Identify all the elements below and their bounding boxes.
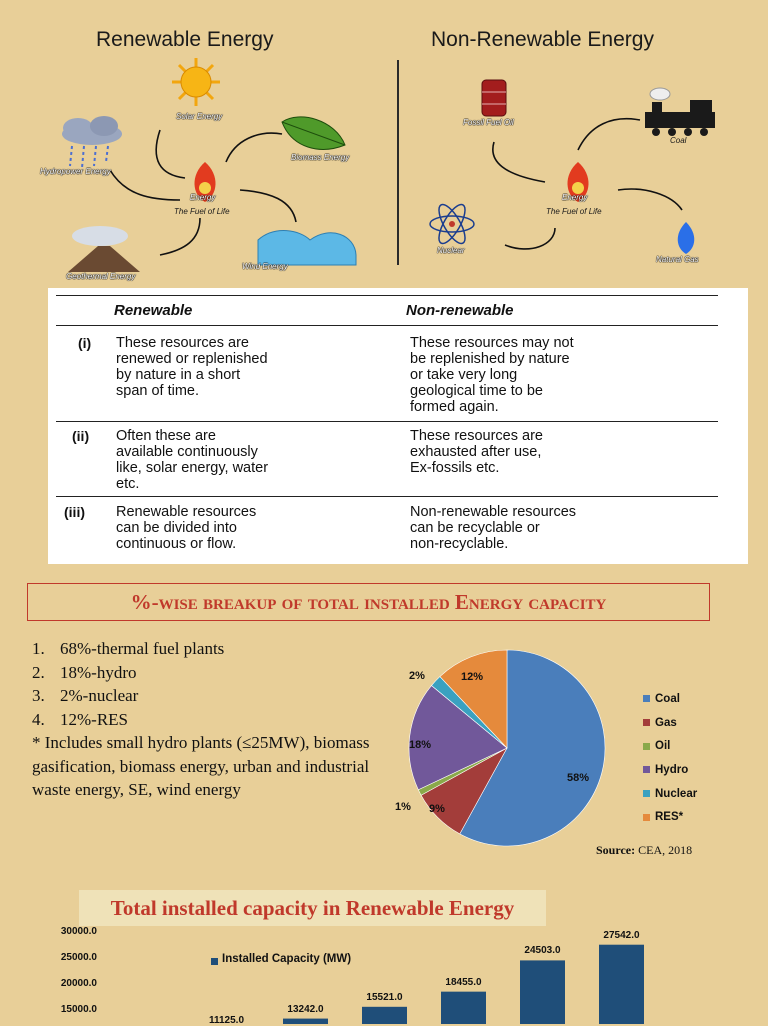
- train-icon: [645, 88, 715, 136]
- bar: [362, 1007, 407, 1024]
- legend-item: [643, 734, 697, 758]
- volcano-icon: [68, 226, 140, 272]
- pie-data-label: 1%: [395, 801, 411, 813]
- solar-energy-label: Solar Energy: [176, 112, 223, 121]
- bar: [599, 945, 644, 1024]
- renewable-cell: Renewable resources can be divided into continuous or flow.: [116, 504, 257, 552]
- energy-label: Energy: [190, 193, 216, 202]
- list-item: 4. 12%-RES: [32, 709, 128, 729]
- nonrenewable-cell: These resources may not be replenished by nature or take very long geological time to be formed again.: [410, 335, 574, 415]
- sun-icon: [172, 58, 220, 106]
- pie-data-label: 18%: [409, 739, 432, 751]
- nonrenewable-cell: These resources are exhausted after use, Ex-fossils etc.: [410, 428, 543, 476]
- pie-data-label: 12%: [461, 671, 484, 683]
- rain-cloud-icon: [62, 116, 122, 168]
- y-tick-label: 20000.0: [60, 977, 97, 989]
- legend-item: [643, 711, 697, 735]
- row-number: (i): [78, 335, 92, 351]
- bar: [441, 992, 486, 1024]
- list-item: 1. 68%-thermal fuel plants: [32, 639, 225, 658]
- bar: [283, 1019, 328, 1024]
- nonrenewable-energy-title: Non-Renewable Energy: [431, 28, 654, 51]
- list-item: 3. 2%-nuclear: [32, 686, 139, 705]
- row-number: (iii): [64, 504, 85, 520]
- y-tick-label: 30000.0: [60, 926, 97, 937]
- bar-legend-label: Installed Capacity (MW): [222, 953, 352, 965]
- nonrenewable-cell: Non-renewable resources can be recyclable or non-recyclable.: [410, 504, 577, 552]
- renewable-cell: Often these are available continuously like, solar energy, water etc.: [116, 428, 269, 492]
- bar: [520, 960, 565, 1024]
- legend-label: Coal: [655, 692, 680, 705]
- pie-data-label: 58%: [567, 772, 590, 784]
- fuel-of-life-label: The Fuel of Life: [174, 207, 230, 216]
- fuel-of-life-label: The Fuel of Life: [546, 207, 602, 216]
- bar-value-label: 18455.0: [445, 976, 482, 988]
- wind-energy-label: Wind Energy: [242, 262, 288, 271]
- breakup-list: [32, 637, 372, 731]
- row-number: (ii): [72, 428, 90, 444]
- legend-label: Hydro: [655, 763, 689, 776]
- bar-value-label: 27542.0: [603, 929, 640, 941]
- legend-swatch: [643, 719, 650, 726]
- fossil-fuel-label: Fossil Fuel Oil: [463, 118, 514, 127]
- hydropower-energy-label: Hydropower Energy: [40, 167, 111, 176]
- y-tick-label: 15000.0: [60, 1003, 97, 1015]
- legend-item: [643, 805, 697, 829]
- biomass-energy-label: Biomass Energy: [291, 153, 350, 162]
- energy-label: Energy: [562, 193, 588, 202]
- legend-swatch: [643, 695, 650, 702]
- legend-label: Oil: [655, 740, 671, 753]
- legend-swatch: [643, 743, 650, 750]
- bar-value-label: 13242.0: [287, 1003, 324, 1015]
- legend-item: [643, 758, 697, 782]
- legend-swatch: [643, 814, 650, 821]
- gas-flame-icon: [678, 222, 695, 254]
- y-tick-label: 25000.0: [60, 951, 97, 963]
- renewable-energy-title: Renewable Energy: [96, 28, 274, 51]
- comparison-table: [48, 288, 748, 564]
- pie-data-label: 2%: [409, 670, 425, 682]
- legend-label: Gas: [655, 716, 677, 729]
- table-header-renewable: Renewable: [114, 302, 193, 319]
- geothermal-energy-label: Geothermal Energy: [66, 272, 136, 281]
- oil-barrel-icon: [482, 80, 506, 116]
- legend-label: RES*: [655, 811, 684, 824]
- footnote: * Includes small hydro plants (≤25MW), biomass gasification, biomass energy, urban and industrial waste energy, SE, wind energy: [32, 733, 370, 799]
- atom-icon: [430, 201, 474, 247]
- legend-swatch: [643, 766, 650, 773]
- nuclear-label: Nuclear: [437, 246, 465, 255]
- legend-label: Nuclear: [655, 787, 698, 800]
- legend-item: [643, 782, 697, 806]
- bar-legend-swatch: [211, 958, 218, 965]
- coal-label: Coal: [670, 136, 687, 145]
- bar-chart-title: Total installed capacity in Renewable Energy: [110, 896, 515, 920]
- section-heading: %-wise breakup of total installed Energy capacity: [130, 590, 607, 614]
- wave-icon: [258, 231, 356, 265]
- source-note: Source: CEA, 2018: [596, 843, 693, 857]
- bar-value-label: 15521.0: [366, 991, 403, 1003]
- list-item: 2. 18%-hydro: [32, 662, 137, 682]
- legend-item: [643, 687, 697, 711]
- energy-cycle-illustration: [0, 50, 768, 280]
- table-header-nonrenewable: Non-renewable: [406, 302, 514, 319]
- natural-gas-label: Natural Gas: [656, 255, 699, 264]
- bar-value-label: 11125.0: [208, 1014, 245, 1026]
- pie-legend: [643, 687, 697, 829]
- renewable-cell: These resources are renewed or replenished by nature in a short span of time.: [116, 335, 268, 399]
- leaf-icon: [282, 117, 345, 149]
- pie-data-label: 9%: [429, 803, 445, 815]
- legend-swatch: [643, 790, 650, 797]
- bar-value-label: 24503.0: [524, 945, 561, 957]
